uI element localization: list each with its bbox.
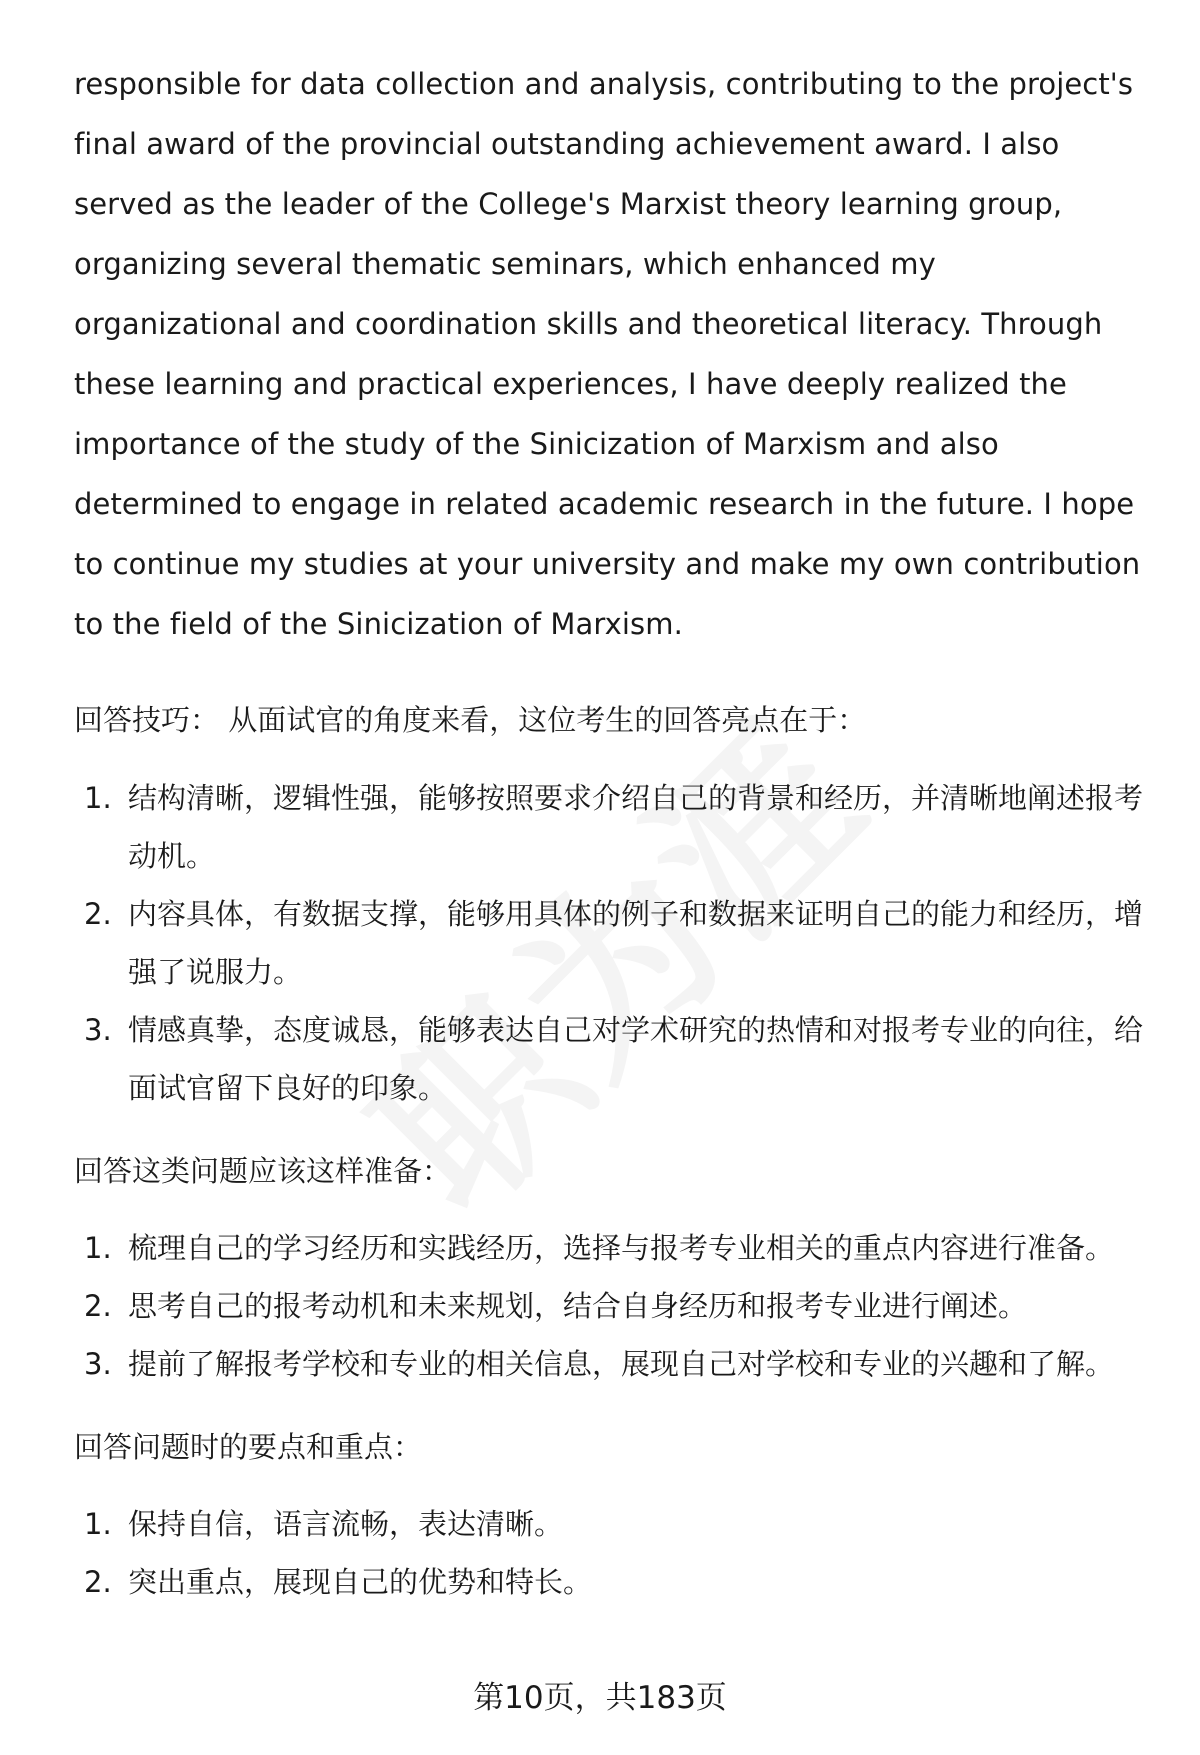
list-item-text: 提前了解报考学校和专业的相关信息，展现自己对学校和专业的兴趣和了解。	[128, 1347, 1115, 1381]
list-item-number: 1.	[84, 1507, 112, 1541]
list-item	[74, 1219, 1144, 1277]
list-item-text: 内容具体，有数据支撑，能够用具体的例子和数据来证明自己的能力和经历，增强了说服力。	[128, 897, 1144, 989]
section-heading-key-points: 回答问题时的要点和重点：	[74, 1430, 423, 1464]
list-item	[74, 1335, 1144, 1393]
list-item-number: 1.	[84, 781, 112, 815]
page-number-footer: 第10页，共183页	[473, 1680, 727, 1716]
list-item	[74, 769, 1144, 885]
list-item-number: 3.	[84, 1013, 112, 1047]
section-heading-answer-tips: 回答技巧： 从面试官的角度来看，这位考生的回答亮点在于：	[74, 703, 867, 737]
list-item-number: 2.	[84, 1289, 112, 1323]
key-points-list	[74, 1495, 1144, 1611]
intro-paragraph: responsible for data collection and analysis, contributing to the project's final award of the provincial outstanding achievement award. I also served as the leader of the College's Marxist theory learning group, organizing several thematic seminars, which enhanced my organizational and coordination skills and theoretical literacy. Through these learning and practical experiences, I have deeply realized the importance of the study of the Sinicization of Marxism and also determined to engage in related academic research in the future. I hope to continue my studies at your university and make my own contribution to the field of the Sinicization of Marxism.	[74, 67, 1141, 641]
section-heading-preparation: 回答这类问题应该这样准备：	[74, 1154, 452, 1188]
list-item-number: 2.	[84, 1565, 112, 1599]
list-item-text: 结构清晰，逻辑性强，能够按照要求介绍自己的背景和经历，并清晰地阐述报考动机。	[128, 781, 1144, 873]
list-item-number: 1.	[84, 1231, 112, 1265]
list-item-text: 保持自信，语言流畅，表达清晰。	[128, 1507, 564, 1541]
list-item-text: 思考自己的报考动机和未来规划，结合自身经历和报考专业进行阐述。	[128, 1289, 1028, 1323]
preparation-list	[74, 1219, 1144, 1393]
list-item	[74, 1553, 1144, 1611]
list-item-text: 突出重点，展现自己的优势和特长。	[128, 1565, 593, 1599]
list-item-text: 情感真挚，态度诚恳，能够表达自己对学术研究的热情和对报考专业的向往，给面试官留下良好的印象。	[128, 1013, 1144, 1105]
list-item	[74, 1277, 1144, 1335]
page-content	[74, 54, 1144, 1611]
answer-tips-list	[74, 769, 1144, 1117]
list-item	[74, 1495, 1144, 1553]
list-item-number: 2.	[84, 897, 112, 931]
list-item	[74, 885, 1144, 1001]
list-item-number: 3.	[84, 1347, 112, 1381]
list-item-text: 梳理自己的学习经历和实践经历，选择与报考专业相关的重点内容进行准备。	[128, 1231, 1115, 1265]
list-item	[74, 1001, 1144, 1117]
